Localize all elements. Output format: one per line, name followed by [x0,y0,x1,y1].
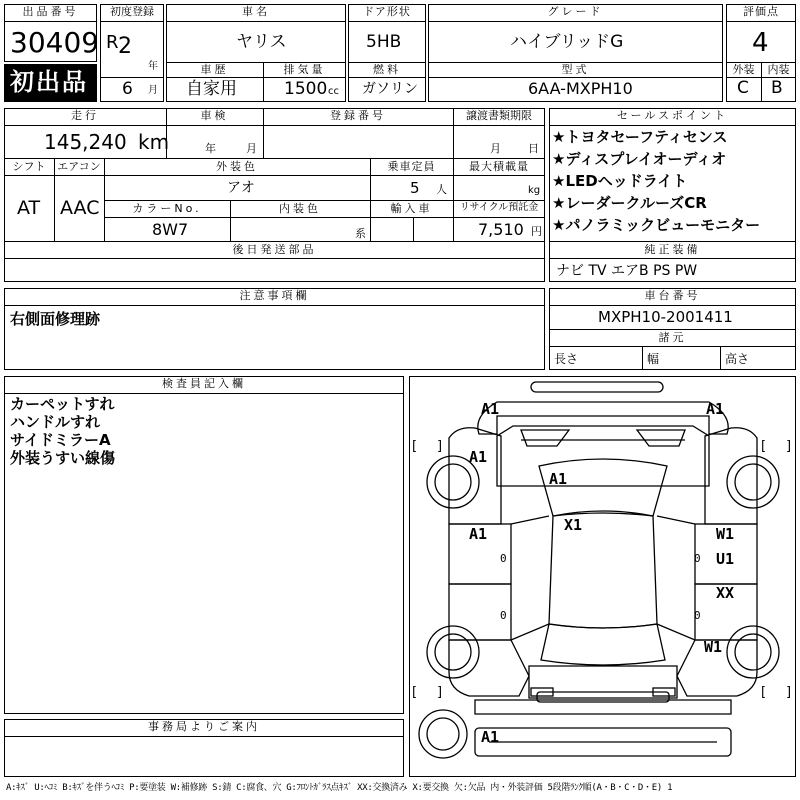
height-label: 高さ [725,352,750,366]
damage-mark: X1 [564,516,583,534]
interior-label: 内装 [767,63,790,76]
exterior-label: 外装 [732,63,755,76]
first-registration-label: 初度登録 [110,5,154,18]
damage-mark: A1 [706,400,725,418]
recycle-label: リサイクル預託金 [459,202,539,213]
tire-bracket: [ [761,685,767,700]
first-listing-text: 初出品 [10,68,88,96]
score-label: 評価点 [743,5,779,18]
year-unit: 年 [148,61,158,72]
int-color-label: 内装色 [279,202,321,215]
damage-mark: A1 [481,728,500,746]
reg-number-label: 登録番号 [330,109,386,122]
recycle-unit: 円 [531,225,542,238]
length-label: 長さ [554,352,579,366]
damage-mark: A1 [469,525,488,543]
max-load-unit: kg [528,185,541,196]
model-code: 6AA-MXPH10 [528,79,633,98]
tire-bracket: [ [761,439,767,454]
sales-point-item: ★レーダークルーズCR [552,194,707,212]
sales-point-item: ★ディスプレイオーディオ [552,150,727,168]
tire-bracket: [ [412,439,418,454]
history: 自家用 [186,79,237,99]
inspection-month-unit: 月 [246,142,257,155]
displacement-unit: cc [328,86,339,97]
interior-grade: B [771,78,783,98]
damage-mark: W1 [716,525,735,543]
inspection-year-unit: 年 [205,142,216,155]
inspection-label: 車検 [200,109,229,122]
panel-zero: 0 [694,552,701,565]
chassis-label: 車台番号 [644,289,701,302]
car-name: ヤリス [236,32,287,52]
mileage-unit: km [138,130,170,154]
era-letter: R [106,32,119,53]
panel-zero: 0 [500,609,507,622]
sales-point-item: ★LEDヘッドライト [552,172,688,190]
history-label: 車歴 [200,63,229,76]
damage-mark: U1 [716,550,735,568]
equipment-value: ナビ TV エアB PS PW [556,263,698,279]
ext-color: アオ [227,180,255,196]
era-year: 2 [118,34,132,59]
office-label: 事務局よりご案内 [148,720,260,733]
lot-number-label: 出品番号 [22,5,79,18]
damage-mark: A1 [549,470,568,488]
sales-point-item: ★トヨタセーフティセンス [552,128,728,146]
panel-zero: 0 [500,552,507,565]
inspector-line: カーペットすれ [10,395,115,413]
panel-zero: 0 [694,609,701,622]
month-unit: 月 [148,85,158,96]
damage-mark: W1 [704,638,723,656]
tire-bracket: ] [786,685,792,700]
capacity-label: 乗車定員 [387,160,436,173]
transfer-label: 譲渡書類期限 [466,109,532,122]
score: 4 [752,28,769,58]
reg-month: 6 [122,79,133,99]
door-type: 5HB [366,32,402,52]
displacement: 1500 [284,79,328,99]
door-label: ドア形状 [363,5,411,18]
tire-bracket: ] [437,439,443,454]
lot-number: 30409 [10,26,100,59]
notes-text: 右側面修理跡 [10,310,101,328]
transfer-day-unit: 日 [528,142,539,155]
sales-point-item: ★パノラミックビューモニター [552,216,761,234]
shift-label: シフト [12,160,46,173]
import-label: 輸入車 [390,202,433,215]
transfer-month-unit: 月 [490,142,501,155]
inspector-label: 検査員記入欄 [162,377,246,390]
displacement-label: 排気量 [283,63,326,76]
tire-bracket: ] [786,439,792,454]
notes-label: 注意事項欄 [239,289,310,302]
width-label: 幅 [647,352,660,366]
int-color-unit: 系 [355,227,366,240]
grade: ハイブリッドG [510,32,624,52]
damage-mark: XX [716,584,735,602]
fuel: ガソリン [362,81,418,97]
later-parts-label: 後日発送部品 [232,243,317,256]
grade-label: グレード [547,5,604,18]
ext-color-label: 外装色 [216,160,258,173]
tire-bracket: [ [412,685,418,700]
exterior-grade: C [737,78,749,98]
inspector-line: 外装うすい線傷 [10,449,116,467]
dimensions-label: 諸元 [658,331,687,344]
max-load-label: 最大積載量 [469,160,529,173]
inspector-line: ハンドルすれ [10,413,101,431]
capacity-unit: 人 [436,183,447,196]
ac: AAC [60,197,100,219]
fuel-label: 燃料 [373,63,401,76]
mileage-label: 走行 [71,109,99,122]
damage-mark: A1 [481,400,500,418]
color-no: 8W7 [152,220,189,239]
sales-points-label: セールスポイント [616,109,728,122]
car-diagram [409,376,796,777]
car-name-label: 車名 [242,5,270,18]
shift: AT [17,197,41,219]
inspector-line: サイドミラーA [10,431,111,449]
color-no-label: カラーNo. [132,202,202,215]
legend: A:ｷｽﾞ U:ﾍｺﾐ B:ｷｽﾞを伴うﾍｺﾐ P:要塗装 W:補修跡 S:錆 C:腐食、穴 G:ﾌﾛﾝﾄｶﾞﾗｽ点ｷｽﾞ XX:交換済み X:要交換 欠:欠品 内・外装評価 5段階ﾗﾝｸ順(A・B・C・D・E) 1 [6,783,673,793]
capacity: 5 [410,179,420,197]
damage-mark: A1 [469,448,488,466]
tire-bracket: ] [437,685,443,700]
ac-label: エアコン [57,160,101,173]
chassis-number: MXPH10-2001411 [598,308,733,326]
model-label: 型式 [561,63,590,76]
equipment-label: 純正装備 [644,243,701,256]
recycle-fee: 7,510 [478,220,524,239]
mileage: 145,240 [44,130,127,154]
